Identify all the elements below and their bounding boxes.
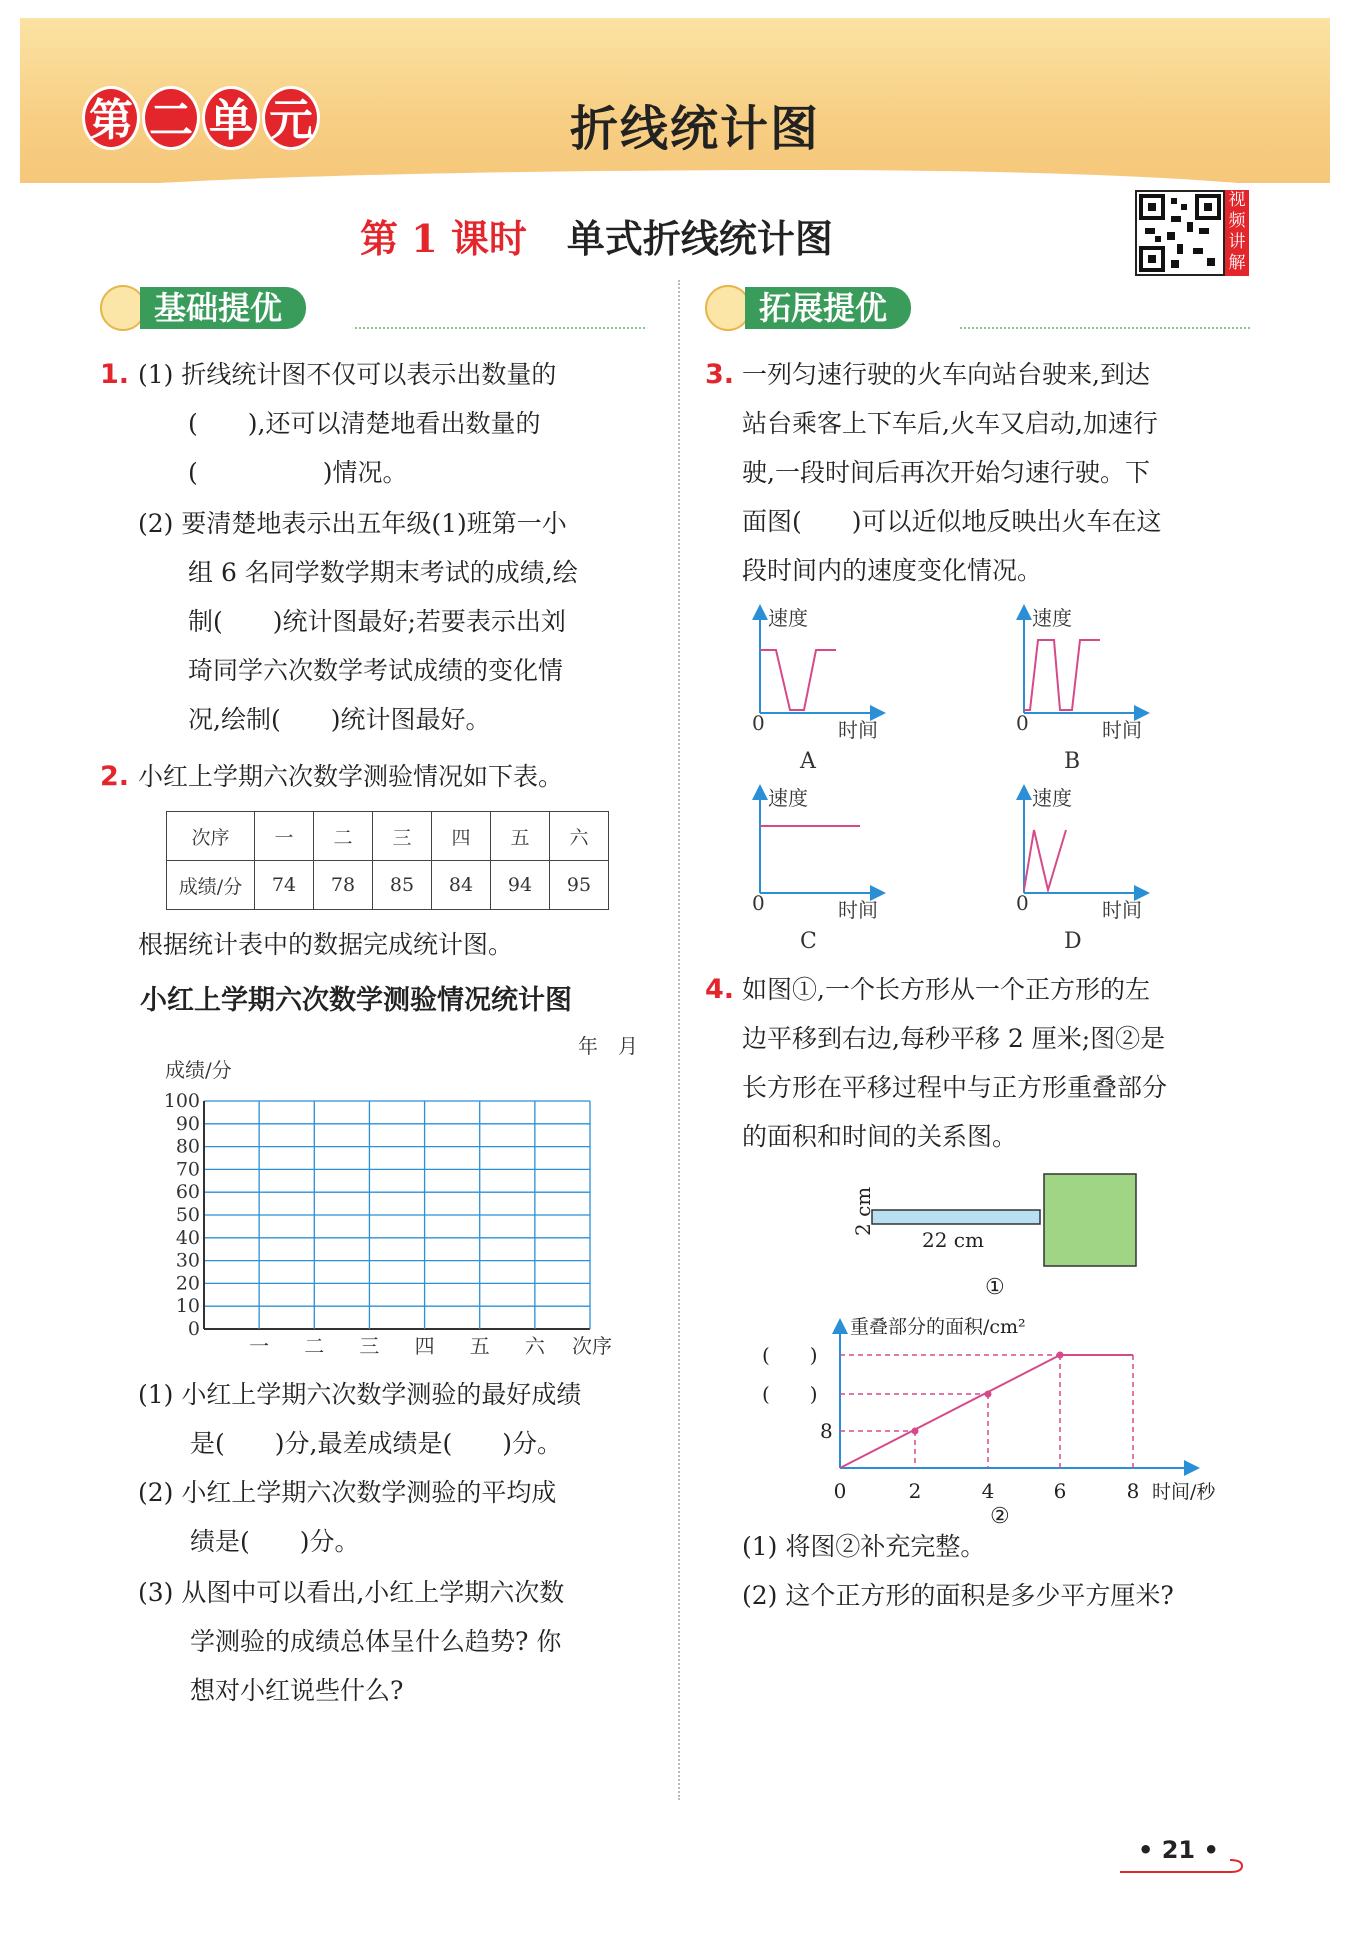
q2-sub: (3) 从图中可以看出,小红上学期六次数 (138, 1578, 565, 1607)
q2-sub: 学测验的成绩总体呈什么趋势? 你 (190, 1627, 562, 1656)
section-basic (100, 286, 306, 330)
graph-tick: 8 (820, 1419, 833, 1443)
qr-label: 视频讲解 (1225, 190, 1249, 276)
y-tick-label: 60 (175, 1181, 200, 1204)
section-extend-label: 拓展提优 (745, 287, 911, 329)
figure-1 (850, 1168, 1150, 1298)
table-cell: 一 (255, 812, 314, 861)
graph-origin: 0 (752, 711, 765, 735)
table-cell: 次序 (167, 812, 255, 861)
x-tick-label: 五 (469, 1334, 490, 1355)
rect-length-label: 22 cm (922, 1228, 984, 1252)
column-divider (678, 280, 680, 1800)
x-tick-label: 三 (359, 1334, 380, 1355)
q3-line: 一列匀速行驶的火车向站台驶来,到达 (742, 360, 1150, 389)
q3-line: 面图( )可以近似地反映出火车在这 (742, 507, 1162, 536)
divider (355, 327, 645, 329)
table-cell: 74 (255, 861, 314, 910)
graph-a[interactable] (752, 606, 878, 774)
q1-line: 制( )统计图最好;若要表示出刘 (188, 607, 566, 636)
q1-line: (1) 折线统计图不仅可以表示出数量的 (138, 360, 557, 389)
graph-d[interactable] (1016, 786, 1142, 954)
lesson-title (360, 208, 833, 263)
graph-y-label: 速度 (768, 606, 808, 630)
figure-2 (760, 1308, 1260, 1528)
option-label: A (800, 749, 816, 774)
graph-y-label: 速度 (768, 786, 808, 810)
question-number: 4. (705, 974, 735, 1005)
q1-line: 组 6 名同学数学期末考试的成绩,绘 (188, 558, 578, 587)
graph-x-label: 时间/秒 (1152, 1481, 1216, 1503)
graph-x-ticks (834, 1479, 1140, 1503)
graph-b[interactable] (1016, 606, 1142, 774)
graph-origin: 0 (1016, 711, 1029, 735)
speed-graphs (740, 600, 1280, 965)
q1-line: (2) 要清楚地表示出五年级(1)班第一小 (138, 509, 567, 538)
table-cell: 成绩/分 (167, 861, 255, 910)
unit-char: 第 (82, 86, 140, 150)
figure-number: ② (990, 1504, 1010, 1528)
question-number: 1. (100, 359, 130, 390)
graph-x-label: 时间 (1102, 898, 1142, 922)
section-basic-label: 基础提优 (140, 287, 306, 329)
table-cell: 五 (491, 812, 550, 861)
option-label: C (800, 929, 817, 954)
table-cell: 84 (432, 861, 491, 910)
square-shape (1044, 1174, 1136, 1266)
qr-code-icon[interactable] (1135, 190, 1225, 276)
x-tick-label: 二 (304, 1334, 325, 1355)
section-extend (705, 286, 911, 330)
graph-origin: 0 (752, 891, 765, 915)
y-tick-label: 20 (175, 1272, 200, 1295)
chart-grid (204, 1101, 590, 1329)
table-cell: 六 (550, 812, 609, 861)
graph-y-label: 重叠部分的面积/cm² (850, 1316, 1026, 1338)
q2-sub: (2) 小红上学期六次数学测验的平均成 (138, 1478, 557, 1507)
x-tick-label: 六 (524, 1334, 545, 1355)
q2-sub: 绩是( )分。 (190, 1527, 360, 1556)
y-tick-label: 100 (163, 1090, 200, 1112)
y-tick-label: 10 (175, 1295, 200, 1318)
table-row (167, 861, 609, 910)
y-tick-label: 0 (187, 1318, 200, 1340)
table-cell: 85 (373, 861, 432, 910)
graph-x-label: 时间 (838, 718, 878, 742)
unit-badge (82, 86, 320, 150)
y-tick-label: 70 (175, 1158, 200, 1181)
answer-blank[interactable]: ( ) (762, 1343, 818, 1367)
page-number: • 21 • (1138, 1836, 1219, 1864)
q3-line: 站台乘客上下车后,火车又启动,加速行 (742, 409, 1158, 438)
graph-x-label: 时间 (1102, 718, 1142, 742)
q4-sub: (1) 将图②补充完整。 (742, 1532, 986, 1561)
y-tick-label: 90 (175, 1112, 200, 1135)
option-label: D (1064, 929, 1082, 954)
y-tick-label: 30 (175, 1249, 200, 1272)
page-underline (1120, 1858, 1250, 1878)
x-tick-label: 6 (1053, 1479, 1067, 1503)
x-tick-label: 一 (249, 1334, 270, 1355)
q4-sub: (2) 这个正方形的面积是多少平方厘米? (742, 1581, 1174, 1610)
q1-line: ( ),还可以清楚地看出数量的 (188, 409, 541, 438)
unit-char: 单 (202, 86, 260, 150)
q2-sub: 是( )分,最差成绩是( )分。 (190, 1429, 562, 1458)
q3-line: 驶,一段时间后再次开始匀速行驶。下 (742, 458, 1150, 487)
q2-sub: (1) 小红上学期六次数学测验的最好成绩 (138, 1380, 582, 1409)
x-tick-label: 4 (981, 1479, 995, 1503)
q3-line: 段时间内的速度变化情况。 (742, 556, 1043, 585)
table-row (167, 812, 609, 861)
option-label: B (1064, 749, 1081, 774)
table-cell: 94 (491, 861, 550, 910)
graph-y-label: 速度 (1032, 786, 1072, 810)
lesson-number: 第 1 课时 (360, 216, 527, 261)
lesson-name: 单式折线统计图 (566, 216, 833, 261)
q1-line: ( )情况。 (188, 458, 408, 487)
chapter-title: 折线统计图 (570, 101, 821, 157)
graph-c[interactable] (752, 786, 878, 954)
q4-line: 长方形在平移过程中与正方形重叠部分 (742, 1073, 1168, 1102)
rect-width-label: 2 cm (851, 1186, 875, 1236)
chart-x-label: 次序 (572, 1334, 612, 1355)
q2-intro: 小红上学期六次数学测验情况如下表。 (138, 762, 564, 791)
x-tick-label: 0 (833, 1479, 847, 1503)
chart-title: 小红上学期六次数学测验情况统计图 (140, 985, 572, 1016)
q4-line: 的面积和时间的关系图。 (742, 1122, 1018, 1151)
unit-char: 二 (142, 86, 200, 150)
y-tick-label: 80 (175, 1135, 200, 1158)
unit-char: 元 (262, 86, 320, 150)
q4-line: 如图①,一个长方形从一个正方形的左 (742, 975, 1150, 1004)
chart-date: 年 月 (578, 1034, 638, 1058)
x-tick-label: 四 (414, 1334, 435, 1355)
divider (960, 327, 1250, 329)
y-tick-label: 50 (175, 1204, 200, 1226)
graph-origin: 0 (1016, 891, 1029, 915)
table-cell: 95 (550, 861, 609, 910)
table-cell: 78 (314, 861, 373, 910)
graph-x-label: 时间 (838, 898, 878, 922)
x-tick-label: 2 (908, 1479, 922, 1503)
q2-sub: 想对小红说些什么? (190, 1676, 404, 1705)
table-cell: 二 (314, 812, 373, 861)
rectangle-shape (872, 1210, 1040, 1224)
table-cell: 三 (373, 812, 432, 861)
chart-y-label: 成绩/分 (165, 1058, 232, 1082)
y-tick-label: 40 (175, 1226, 200, 1249)
graph-y-label: 速度 (1032, 606, 1072, 630)
score-table (166, 811, 609, 910)
q2-instruction: 根据统计表中的数据完成统计图。 (138, 930, 514, 959)
x-tick-label: 8 (1126, 1479, 1140, 1503)
q1-line: 琦同学六次数学考试成绩的变化情 (188, 656, 564, 685)
answer-blank[interactable]: ( ) (762, 1382, 818, 1406)
question-number: 2. (100, 761, 130, 792)
chart-y-ticks (164, 1090, 200, 1340)
table-cell: 四 (432, 812, 491, 861)
q4-line: 边平移到右边,每秒平移 2 厘米;图②是 (742, 1024, 1166, 1053)
q1-line: 况,绘制( )统计图最好。 (188, 705, 491, 734)
grid-chart[interactable] (160, 1055, 660, 1355)
question-number: 3. (705, 359, 735, 390)
figure-number: ① (985, 1275, 1005, 1298)
chart-x-ticks (249, 1334, 546, 1355)
